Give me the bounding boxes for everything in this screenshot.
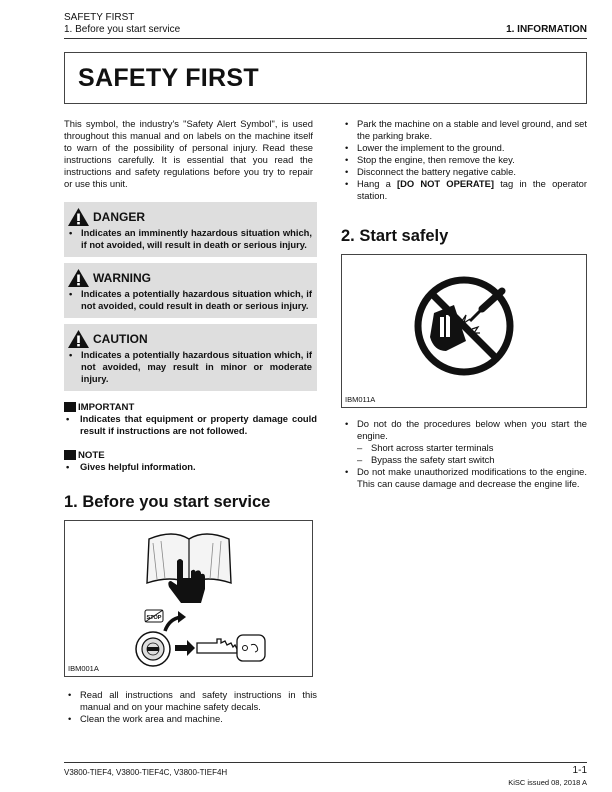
sub-list-item [341,442,587,454]
no-jumping-terminals-icon [342,255,586,407]
note-label: NOTE [78,449,105,461]
bullet: • [68,689,72,700]
footer-issue: KiSC issued 08, 2018 A [508,778,587,787]
page-number: 1-1 [572,765,587,776]
safety-alert-icon [67,207,90,227]
warning-label: WARNING [93,271,151,285]
important-heading [64,401,317,413]
important-description: Indicates that equipment or property damage could result if instructions are not followed. [80,413,317,436]
section2-figure [341,254,587,408]
header-section: 1. INFORMATION [506,24,587,35]
header-title: SAFETY FIRST [64,12,135,23]
caution-box [64,324,317,391]
bullet: • [345,118,349,129]
section1-list [64,689,317,725]
note-block [64,449,317,473]
bullet: • [66,461,70,472]
bullet: • [345,154,349,165]
safety-alert-icon [67,329,90,349]
note-description: Gives helpful information. [80,461,196,472]
danger-text [67,227,312,251]
section2-list [341,418,587,490]
page-title-box [64,52,587,104]
caution-text [67,349,312,385]
safety-alert-icon [67,268,90,288]
list-item-text: Stop the engine, then remove the key. [357,154,515,165]
list-item [341,166,587,178]
header-subtitle: 1. Before you start service [64,24,181,35]
page-title: SAFETY FIRST [78,64,259,92]
bullet: • [345,466,349,477]
important-square-icon [64,402,76,412]
list-item-text: Do not do the procedures below when you start the engine. [357,418,587,441]
list-item-text: Lower the implement to the ground. [357,142,505,153]
danger-label: DANGER [93,210,146,224]
right-column [341,118,587,490]
dash: – [357,454,363,465]
note-text [64,461,317,473]
section2-figure-caption: IBM011A [345,395,376,404]
bullet: • [69,227,73,238]
stop-label: STOP [146,615,162,621]
warning-heading [67,268,312,288]
bullet: • [68,713,72,724]
bullet: • [345,142,349,153]
danger-box [64,202,317,257]
dash: – [357,442,363,453]
list-item-text [357,178,587,202]
bullet: • [69,288,73,299]
list-item-text: Clean the work area and machine. [80,713,223,724]
note-square-icon [64,450,76,460]
section1-heading: 1. Before you start service [64,493,271,511]
section1-figure [64,520,313,677]
caution-label: CAUTION [93,332,148,346]
running-header [64,12,180,36]
important-text [64,413,317,437]
danger-description: Indicates an imminently hazardous situation which, if not avoided, will result in death or serious injury. [81,227,312,250]
list-item [341,178,587,202]
bullet: • [345,418,349,429]
section1-figure-caption: IBM001A [68,664,99,673]
list-item-text: Park the machine on a stable and level ground, and set the parking brake. [357,118,587,141]
left-column [64,118,317,725]
important-block [64,401,317,437]
list-item [341,142,587,154]
note-heading [64,449,317,461]
intro-paragraph: This symbol, the industry's "Safety Alert Symbol", is used throughout this manual and on labels on the machine itself to warn of the possibility of personal injury. Read these instructions carefully. It is essential that you read the instructions and safety regulations before you try to repair or use this unit. [64,118,313,189]
caution-heading [67,329,312,349]
warning-box [64,263,317,318]
warning-description: Indicates a potentially hazardous situation which, if not avoided, could result in death or serious injury. [81,288,312,311]
list-item [64,713,317,725]
manual-and-key-illustration [65,521,312,676]
list-item-text: Read all instructions and safety instructions in this manual and on your machine safety decals. [80,689,317,712]
list-item [64,689,317,713]
bullet: • [69,349,73,360]
header-rule [64,38,587,39]
section1-continued-list [341,118,587,202]
list-item [341,118,587,142]
footer-rule [64,762,587,763]
tag-suffix: tag in the operator station. [357,178,587,201]
section2-heading: 2. Start safely [341,227,449,245]
sub-list-item-text: Short across starter terminals [371,442,494,453]
tag-prefix: Hang a [357,178,397,189]
do-not-operate-tag: [DO NOT OPERATE] [396,178,495,189]
bullet: • [345,178,349,189]
list-item [341,418,587,442]
list-item-text: Disconnect the battery negative cable. [357,166,516,177]
danger-heading [67,207,312,227]
bullet: • [66,413,70,424]
sub-list-item-text: Bypass the safety start switch [371,454,495,465]
list-item [341,154,587,166]
list-item-text: Do not make unauthorized modifications to the engine. This can cause damage and decrease the engine life. [357,466,587,489]
caution-description: Indicates a potentially hazardous situation which, if not avoided, may result in minor or moderate injury. [81,349,312,384]
important-label: IMPORTANT [78,401,135,413]
bullet: • [345,166,349,177]
sub-list-item [341,454,587,466]
footer-models: V3800-TIEF4, V3800-TIEF4C, V3800-TIEF4H [64,768,228,777]
list-item [341,466,587,490]
warning-text [67,288,312,312]
